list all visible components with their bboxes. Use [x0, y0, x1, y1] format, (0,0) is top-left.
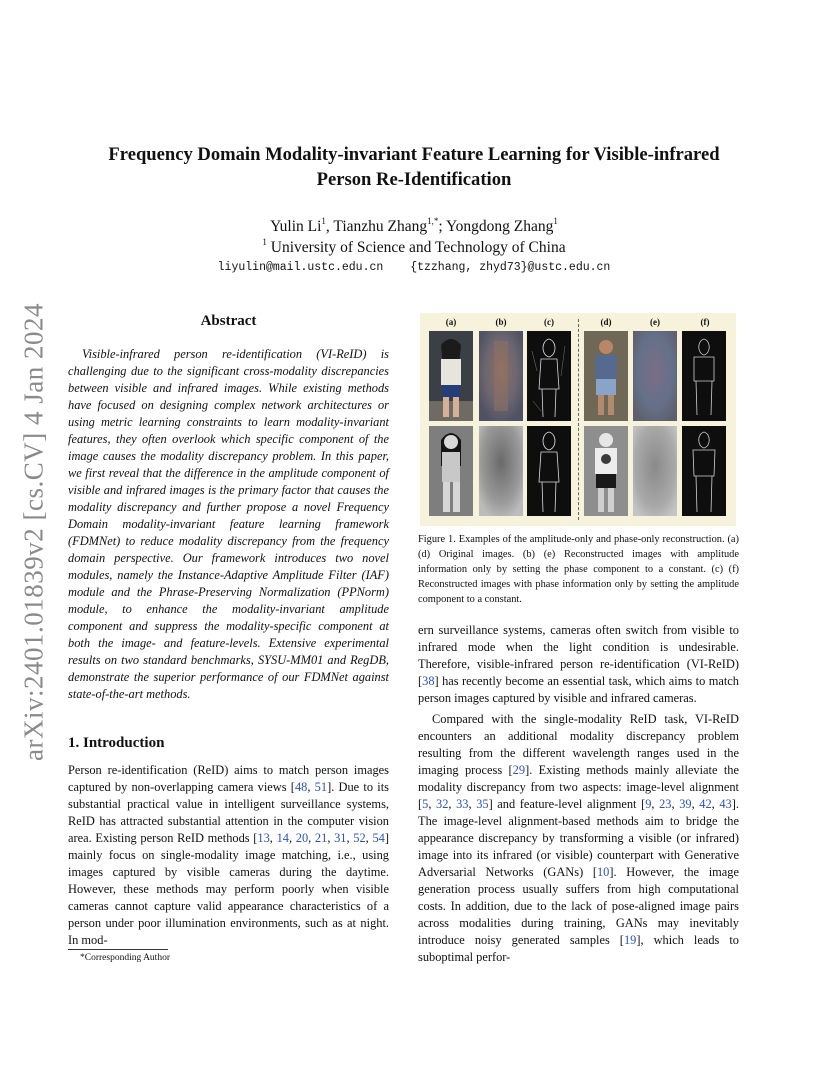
figure-label-d: (d) [600, 317, 612, 327]
text-run: , [288, 831, 296, 845]
citation-link[interactable]: 32 [436, 797, 449, 811]
text-run: , [428, 797, 437, 811]
text-run: , [691, 797, 700, 811]
citation-link[interactable]: 10 [596, 865, 610, 879]
figure-1 [420, 313, 736, 526]
text-run: Person re-identification (ReID) aims to match person images captured by non-overlapping camera views [ [68, 763, 389, 794]
amplitude-reconstruction-infrared-2 [633, 426, 677, 516]
original-infrared-image-2 [584, 426, 628, 516]
text-run: ]. However, the image generation process usually suffers from high computational costs. In addition, due to the lack of pose-aligned image pairs across modalities during training, GANs may inevitably introduce noisy generated samples [ [418, 865, 739, 947]
citation-link[interactable]: 29 [512, 763, 526, 777]
figure-divider [578, 319, 579, 520]
text-run: ] has recently become an essential task, which aims to match person images captured by visible and infrared cameras. [418, 674, 739, 705]
figure-label-a: (a) [445, 317, 457, 327]
right-paragraph-2 [418, 711, 739, 966]
right-paragraph-1 [418, 622, 739, 707]
abstract-text: Visible-infrared person re-identification (VI-ReID) is challenging due to the significant cross-modality discrepancies between visible and infrared images. While existing methods have focused on designing complex network architectures or using metric learning constraints to learn modality-invariant features, they often overlook which specific component of the image causes the modality discrepancy problem. In this paper, we first reveal that the difference in the amplitude component of visible and infrared images is the primary factor that causes the modality discrepancy and further propose a novel Frequency Domain modality-invariant feature learning framework (FDMNet) to reduce modality discrepancy from the frequency domain perspective. Our framework introduces two novel modules, namely the Instance-Adaptive Amplitude Filter (IAF) module and the Phrase-Preserving Normalization (PPNorm) module, to enhance the modality-invariant amplitude component and suppress the modality-specific component at both the image- and feature-levels. Extensive experimental results on two standard benchmarks, SYSU-MM01 and RegDB, demonstrate the superior performance of our FDMNet against state-of-the-art methods. [68, 347, 389, 701]
original-infrared-image [429, 426, 473, 516]
original-visible-image-2 [584, 331, 628, 421]
text-run: ]. Due to its substantial practical value in intelligent surveillance systems, ReID has attracted substantial attention in the computer vision area. Existing person ReID methods [ [68, 780, 389, 845]
author-3: Yongdong Zhang$^1$ [445, 215, 558, 235]
text-run: , [711, 797, 720, 811]
text-run: , [308, 831, 315, 845]
figure-label-e: (e) [650, 317, 660, 327]
citation-link[interactable]: 54 [372, 831, 385, 845]
introduction-heading: 1. Introduction [68, 735, 165, 751]
citation-link[interactable]: 20 [295, 831, 309, 845]
text-run: ern surveillance systems, cameras often switch from visible to infrared mode when the light condition is undesirable. Therefore, visible-infrared person re-identification (VI-ReID) [ [418, 623, 739, 688]
title-line-1: Frequency Domain Modality-invariant Feature Learning for Visible-infrared [108, 144, 720, 165]
citation-link[interactable]: 48 [294, 780, 308, 794]
author-2: Tianzhu Zhang$^{1,*}$ [333, 215, 439, 235]
email-list [60, 261, 768, 274]
text-run: , [327, 831, 335, 845]
citation-link[interactable]: 35 [476, 797, 489, 811]
text-run: ] and feature-level alignment [ [488, 797, 646, 811]
arxiv-stamp: arXiv:2401.01839v2 [cs.CV] 4 Jan 2024 [18, 303, 49, 761]
author-list: Yulin Li$^1$, Tianzhu Zhang$^{1,*}$; Yongdong Zhang$^1$ [270, 215, 558, 235]
abstract-heading: Abstract [200, 313, 257, 329]
citation-link[interactable]: 13 [257, 831, 270, 845]
phase-reconstruction-image-2 [682, 331, 726, 421]
affiliation: $^1$ University of Science and Technology of China [262, 236, 566, 256]
text-run: , [671, 797, 680, 811]
author-1: Yulin Li$^1$ [270, 215, 326, 235]
citation-link[interactable]: 31 [334, 831, 347, 845]
text-run: , [651, 797, 660, 811]
citation-link[interactable]: 9 [645, 797, 652, 811]
introduction-section [68, 735, 389, 949]
figure-1-caption: Figure 1. Examples of the amplitude-only and phase-only reconstruction. (a) (d) Original images. (b) (e) Reconstructed images with amplitude information only by setting the phase component to a constant. (c) (f) Reconstructed images with phase information only by setting the amplitude component to a constant. [418, 534, 739, 605]
paper-title [60, 142, 768, 192]
text-run: , [365, 831, 373, 845]
original-visible-image [429, 331, 473, 421]
phase-reconstruction-infrared-2 [682, 426, 726, 516]
text-run: , [346, 831, 354, 845]
amplitude-reconstruction-image-2 [633, 331, 677, 421]
footnote: *Corresponding Author [80, 953, 170, 963]
citation-link[interactable]: 33 [456, 797, 469, 811]
text-run: Compared with the single-modality ReID task, VI-ReID encounters an additional modality discrepancy problem resulting from the different wavelength ranges used in the imaging process [ [418, 712, 739, 777]
citation-link[interactable]: 43 [719, 797, 732, 811]
citation-link[interactable]: 19 [623, 933, 637, 947]
citation-link[interactable]: 51 [314, 780, 328, 794]
figure-label-c: (c) [544, 317, 554, 327]
amplitude-reconstruction-infrared [479, 426, 523, 516]
text-run: ], which leads to suboptimal perfor- [418, 933, 739, 964]
email-1: liyulin@mail.ustc.edu.cn [217, 261, 384, 274]
email-2: {tzzhang, zhyd73}@ustc.edu.cn [410, 261, 611, 274]
footnote-rule [68, 949, 168, 950]
title-line-2: Person Re-Identification [316, 169, 512, 190]
right-column-text [418, 622, 739, 966]
citation-link[interactable]: 5 [422, 797, 429, 811]
citation-link[interactable]: 39 [679, 797, 692, 811]
intro-paragraph-1 [68, 762, 389, 949]
citation-link[interactable]: 23 [659, 797, 672, 811]
phase-reconstruction-image [527, 331, 571, 421]
citation-link[interactable]: 42 [699, 797, 712, 811]
citation-link[interactable]: 21 [314, 831, 328, 845]
amplitude-reconstruction-image [479, 331, 523, 421]
text-run: , [269, 831, 277, 845]
citation-link[interactable]: 52 [353, 831, 366, 845]
abstract-section [68, 313, 389, 703]
phase-reconstruction-infrared [527, 426, 571, 516]
citation-link[interactable]: 14 [276, 831, 289, 845]
citation-link[interactable]: 38 [422, 674, 435, 688]
text-run: ] mainly focus on single-modality image matching, i.e., using images captured by visible cameras during the daytime. However, these methods may perform poorly when visible cameras cannot capture valid appearance characteristics of a person under poor illumination environments, such as at night. In mod- [68, 831, 389, 947]
text-run: , [448, 797, 457, 811]
text-run: , [468, 797, 477, 811]
figure-label-f: (f) [700, 317, 710, 327]
figure-label-b: (b) [495, 317, 507, 327]
text-run: ]. Existing methods mainly alleviate the modality discrepancy from two aspects: image-level alignment [ [418, 763, 739, 811]
text-run: , [307, 780, 315, 794]
text-run: ]. The image-level alignment-based methods aim to bridge the appearance discrepancy by transforming a visible (or infrared) image into its infrared (or visible) counterpart with Generative Adversarial Networks (GANs) [ [418, 797, 739, 879]
